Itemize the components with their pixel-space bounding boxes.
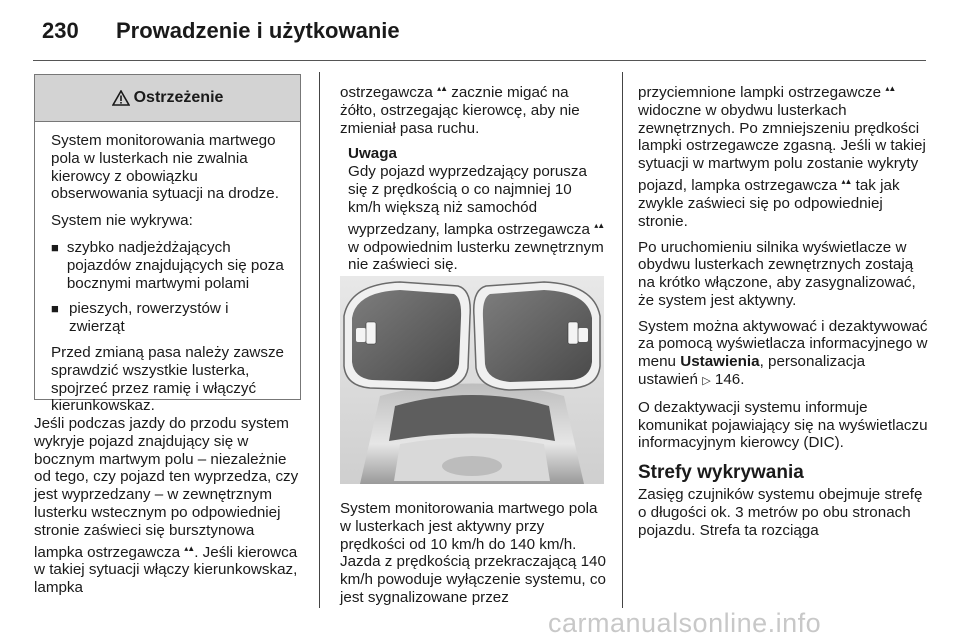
section-heading: Strefy wykrywania [638, 462, 804, 484]
column-3 [638, 80, 928, 548]
blind-spot-icon: ▴▲ [437, 84, 448, 93]
body-paragraph: ostrzegawcza ▴▲ zacznie migać na żółto, ostrzegając kierowcę, aby nie zmieniał pasa ruchu. [340, 80, 608, 137]
warning-triangle-icon [112, 90, 130, 106]
warning-box [34, 74, 301, 415]
body-paragraph: System można aktywować i dezaktywować za pomocą wyświetlacza informacyjnego w menu Ustawienia, personalizacja ustawień ▷ 146. [638, 317, 928, 389]
note-title: Uwaga [348, 145, 397, 163]
figure-caption: System monitorowania martwego pola w lusterkach jest aktywny przy prędkości od 10 km/h do 140 km/h. Jazda z prędkością przekraczającą 140 km/h powoduje wyłączenie systemu, co jest sygnalizowane przez [340, 500, 606, 606]
column-divider [622, 72, 623, 608]
body-paragraph: przyciemnione lampki ostrzegawcze ▴▲ widoczne w obydwu lusterkach zewnętrznych. Po zmniejszeniu prędkości lampki ostrzegawcze zgasną. Jeśli w takiej sytuacji w martwym polu zostanie wykryty pojazd, lampka ostrzegawcza ▴▲ tak jak zwykle zaświeci się po odpowiedniej stronie. [638, 80, 928, 231]
warning-text: System monitorowania martwego pola w lusterkach nie zwalnia kierowcy z obowiązku obserwowania sytuacji na drodze. [51, 132, 279, 203]
watermark: carmanualsonline.info [548, 608, 822, 638]
warning-text: System nie wykrywa: [51, 212, 193, 230]
page-number: 230 [42, 18, 79, 43]
mirror-illustration [340, 276, 604, 484]
column-2 [340, 80, 608, 280]
blind-spot-icon: ▴▲ [594, 220, 605, 230]
page-title: Prowadzenie i użytkowanie [116, 18, 400, 43]
bullet-icon: ■ [51, 301, 59, 317]
blind-spot-icon: ▴▲ [184, 543, 195, 553]
menu-name: Ustawienia [680, 353, 760, 371]
warning-title: Ostrzeżenie [133, 89, 224, 106]
note-block [348, 145, 608, 274]
body-paragraph: O dezaktywacji systemu informuje komunikat pojawiający się na wyświetlaczu informacyjnym kierowcy (DIC). [638, 398, 928, 452]
page-reference-icon: ▷ [702, 375, 711, 388]
column-divider [319, 72, 320, 608]
body-paragraph: Jeśli podczas jazdy do przodu system wykryje pojazd znajdujący się w bocznym martwym polu – niezależnie od tego, czy pojazd ten wyprzedza, czy jest wyprzedzany – w zewnętrznym lusterku wstecznym po odpowiedniej stronie zaświeci się bursztynowa lampka ostrzegawcza ▴▲. Jeśli kierowca w takiej sytuacji włączy kierunkowskaz, lampka [34, 415, 299, 597]
warning-text: Przed zmianą pasa należy zawsze sprawdzić wszystkie lusterka, spojrzeć przez ramię i włączyć kierunkowskaz. [51, 343, 284, 415]
blind-spot-icon: ▴▲ [841, 177, 852, 187]
column-1 [34, 415, 306, 605]
body-paragraph: Zasięg czujników systemu obejmuje strefę o długości ok. 3 metrów po obu stronach pojazdu. Strefa ta rozciąga [638, 486, 923, 539]
blind-spot-icon: ▴▲ [885, 84, 896, 93]
page-header [0, 0, 960, 60]
page-reference[interactable]: 146. [714, 371, 745, 389]
body-paragraph: Po uruchomieniu silnika wyświetlacze w obydwu lusterkach zewnętrznych zostają na krótko włączone, aby zasygnalizować, że system jest aktywny. [638, 238, 916, 309]
header-rule [33, 60, 926, 61]
note-text: Gdy pojazd wyprzedzający porusza się z prędkością o co najmniej 10 km/h większą niż samochód wyprzedzany, lampka ostrzegawcza ▴▲ w odpowiednim lusterku zewnętrznym nie zaświeci się. [348, 163, 605, 274]
list-item: ■ pieszych, rowerzystów i zwierząt [51, 300, 229, 336]
warning-header [35, 75, 300, 122]
list-item: ■ szybko nadjeżdżających pojazdów znajdujących się poza bocznymi martwymi polami [51, 238, 284, 292]
bullet-icon: ■ [51, 239, 59, 255]
